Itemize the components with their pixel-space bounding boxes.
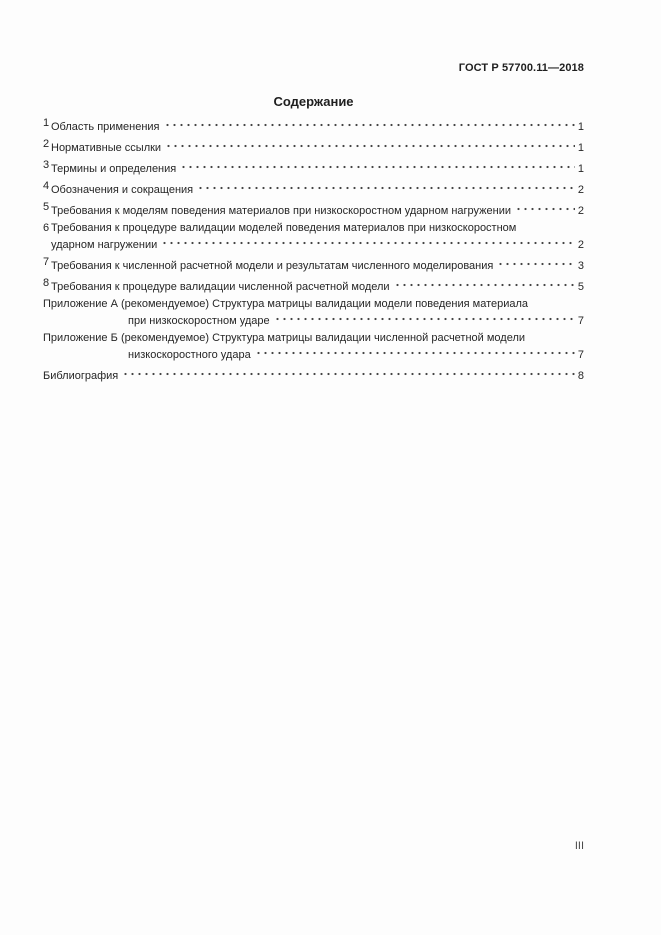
toc-entry [43, 366, 584, 383]
toc-page-number: 2 [577, 239, 584, 251]
toc-entry-body [51, 256, 584, 273]
toc-dot-leader [255, 345, 575, 358]
toc-page-number: 7 [577, 315, 584, 327]
standard-code: ГОСТ Р 57700.11—2018 [458, 62, 584, 74]
toc-dot-leader [515, 201, 575, 214]
toc-dot-leader [197, 180, 575, 193]
toc-page-number: 5 [577, 281, 584, 293]
toc-entry [43, 138, 584, 155]
toc-entry [43, 222, 584, 252]
toc-page-number: 1 [577, 142, 584, 154]
toc-entry-body [51, 117, 584, 134]
toc-entry-body [121, 298, 584, 328]
toc-entry [43, 332, 584, 362]
toc-entry-body [51, 201, 584, 218]
toc-entry-title: Обозначения и сокращения [51, 184, 194, 196]
toc-page-number: 1 [577, 121, 584, 133]
toc-entry-title: ударном нагружении [51, 239, 158, 251]
toc-entry-body [51, 180, 584, 197]
page-number-roman: III [574, 840, 584, 852]
toc-entry-title: Требования к моделям поведения материалов при низкоскоростном ударном нагружении [51, 205, 512, 217]
toc-entry-prefix: 7 [43, 256, 50, 268]
toc-page-number: 7 [577, 349, 584, 361]
toc-entry-prefix: 1 [43, 117, 50, 129]
toc-dot-leader [164, 117, 575, 130]
toc-entry [43, 256, 584, 273]
toc-entry [43, 180, 584, 197]
toc-entry-prefix: 5 [43, 201, 50, 213]
toc-entry-title: низкоскоростного удара [128, 349, 251, 361]
toc-dot-leader [274, 311, 575, 324]
toc-dot-leader [165, 138, 575, 151]
toc-entry-title: Требования к процедуре валидации моделей поведения материалов при низкоскоростном [51, 222, 517, 234]
toc-dot-leader [161, 235, 575, 248]
toc-entry-prefix: Приложение Б [43, 332, 118, 344]
toc-page-number: 3 [577, 260, 584, 272]
toc-entry-title: (рекомендуемое) Структура матрицы валидации модели поведения материала [121, 298, 529, 310]
toc-entry-prefix: 4 [43, 180, 50, 192]
toc-dot-leader [122, 366, 575, 379]
toc-entry-body [51, 222, 584, 252]
toc-entry-title: Область применения [51, 121, 160, 133]
toc-entry [43, 117, 584, 134]
toc-entry-body [43, 366, 584, 383]
toc-dot-leader [180, 159, 575, 172]
toc-entry-prefix: 6 [43, 222, 50, 234]
toc-entry-body [51, 138, 584, 155]
toc-entry [43, 298, 584, 328]
toc-entry-title: Термины и определения [51, 163, 177, 175]
toc-entry [43, 159, 584, 176]
toc-page-number: 1 [577, 163, 584, 175]
toc-entry-title: Требования к численной расчетной модели и результатам численного моделирования [51, 260, 494, 272]
toc-entry-body [51, 159, 584, 176]
contents-title: Содержание [273, 94, 354, 109]
toc-list [43, 117, 584, 387]
toc-entry-body [51, 277, 584, 294]
toc-page-number: 2 [577, 184, 584, 196]
toc-entry-prefix: 3 [43, 159, 50, 171]
toc-entry-title: (рекомендуемое) Структура матрицы валидации численной расчетной модели [121, 332, 526, 344]
toc-entry-body [121, 332, 584, 362]
toc-entry-title: при низкоскоростном ударе [128, 315, 270, 327]
toc-entry-title: Нормативные ссылки [51, 142, 162, 154]
toc-page-number: 2 [577, 205, 584, 217]
toc-page-number: 8 [577, 370, 584, 382]
toc-entry-title: Требования к процедуре валидации численной расчетной модели [51, 281, 390, 293]
toc-entry-prefix: 2 [43, 138, 50, 150]
toc-dot-leader [497, 256, 575, 269]
toc-entry [43, 277, 584, 294]
toc-entry-prefix: 8 [43, 277, 50, 289]
toc-entry [43, 201, 584, 218]
toc-entry-title: Библиография [43, 370, 119, 382]
toc-entry-prefix: Приложение А [43, 298, 118, 310]
toc-dot-leader [394, 277, 575, 290]
